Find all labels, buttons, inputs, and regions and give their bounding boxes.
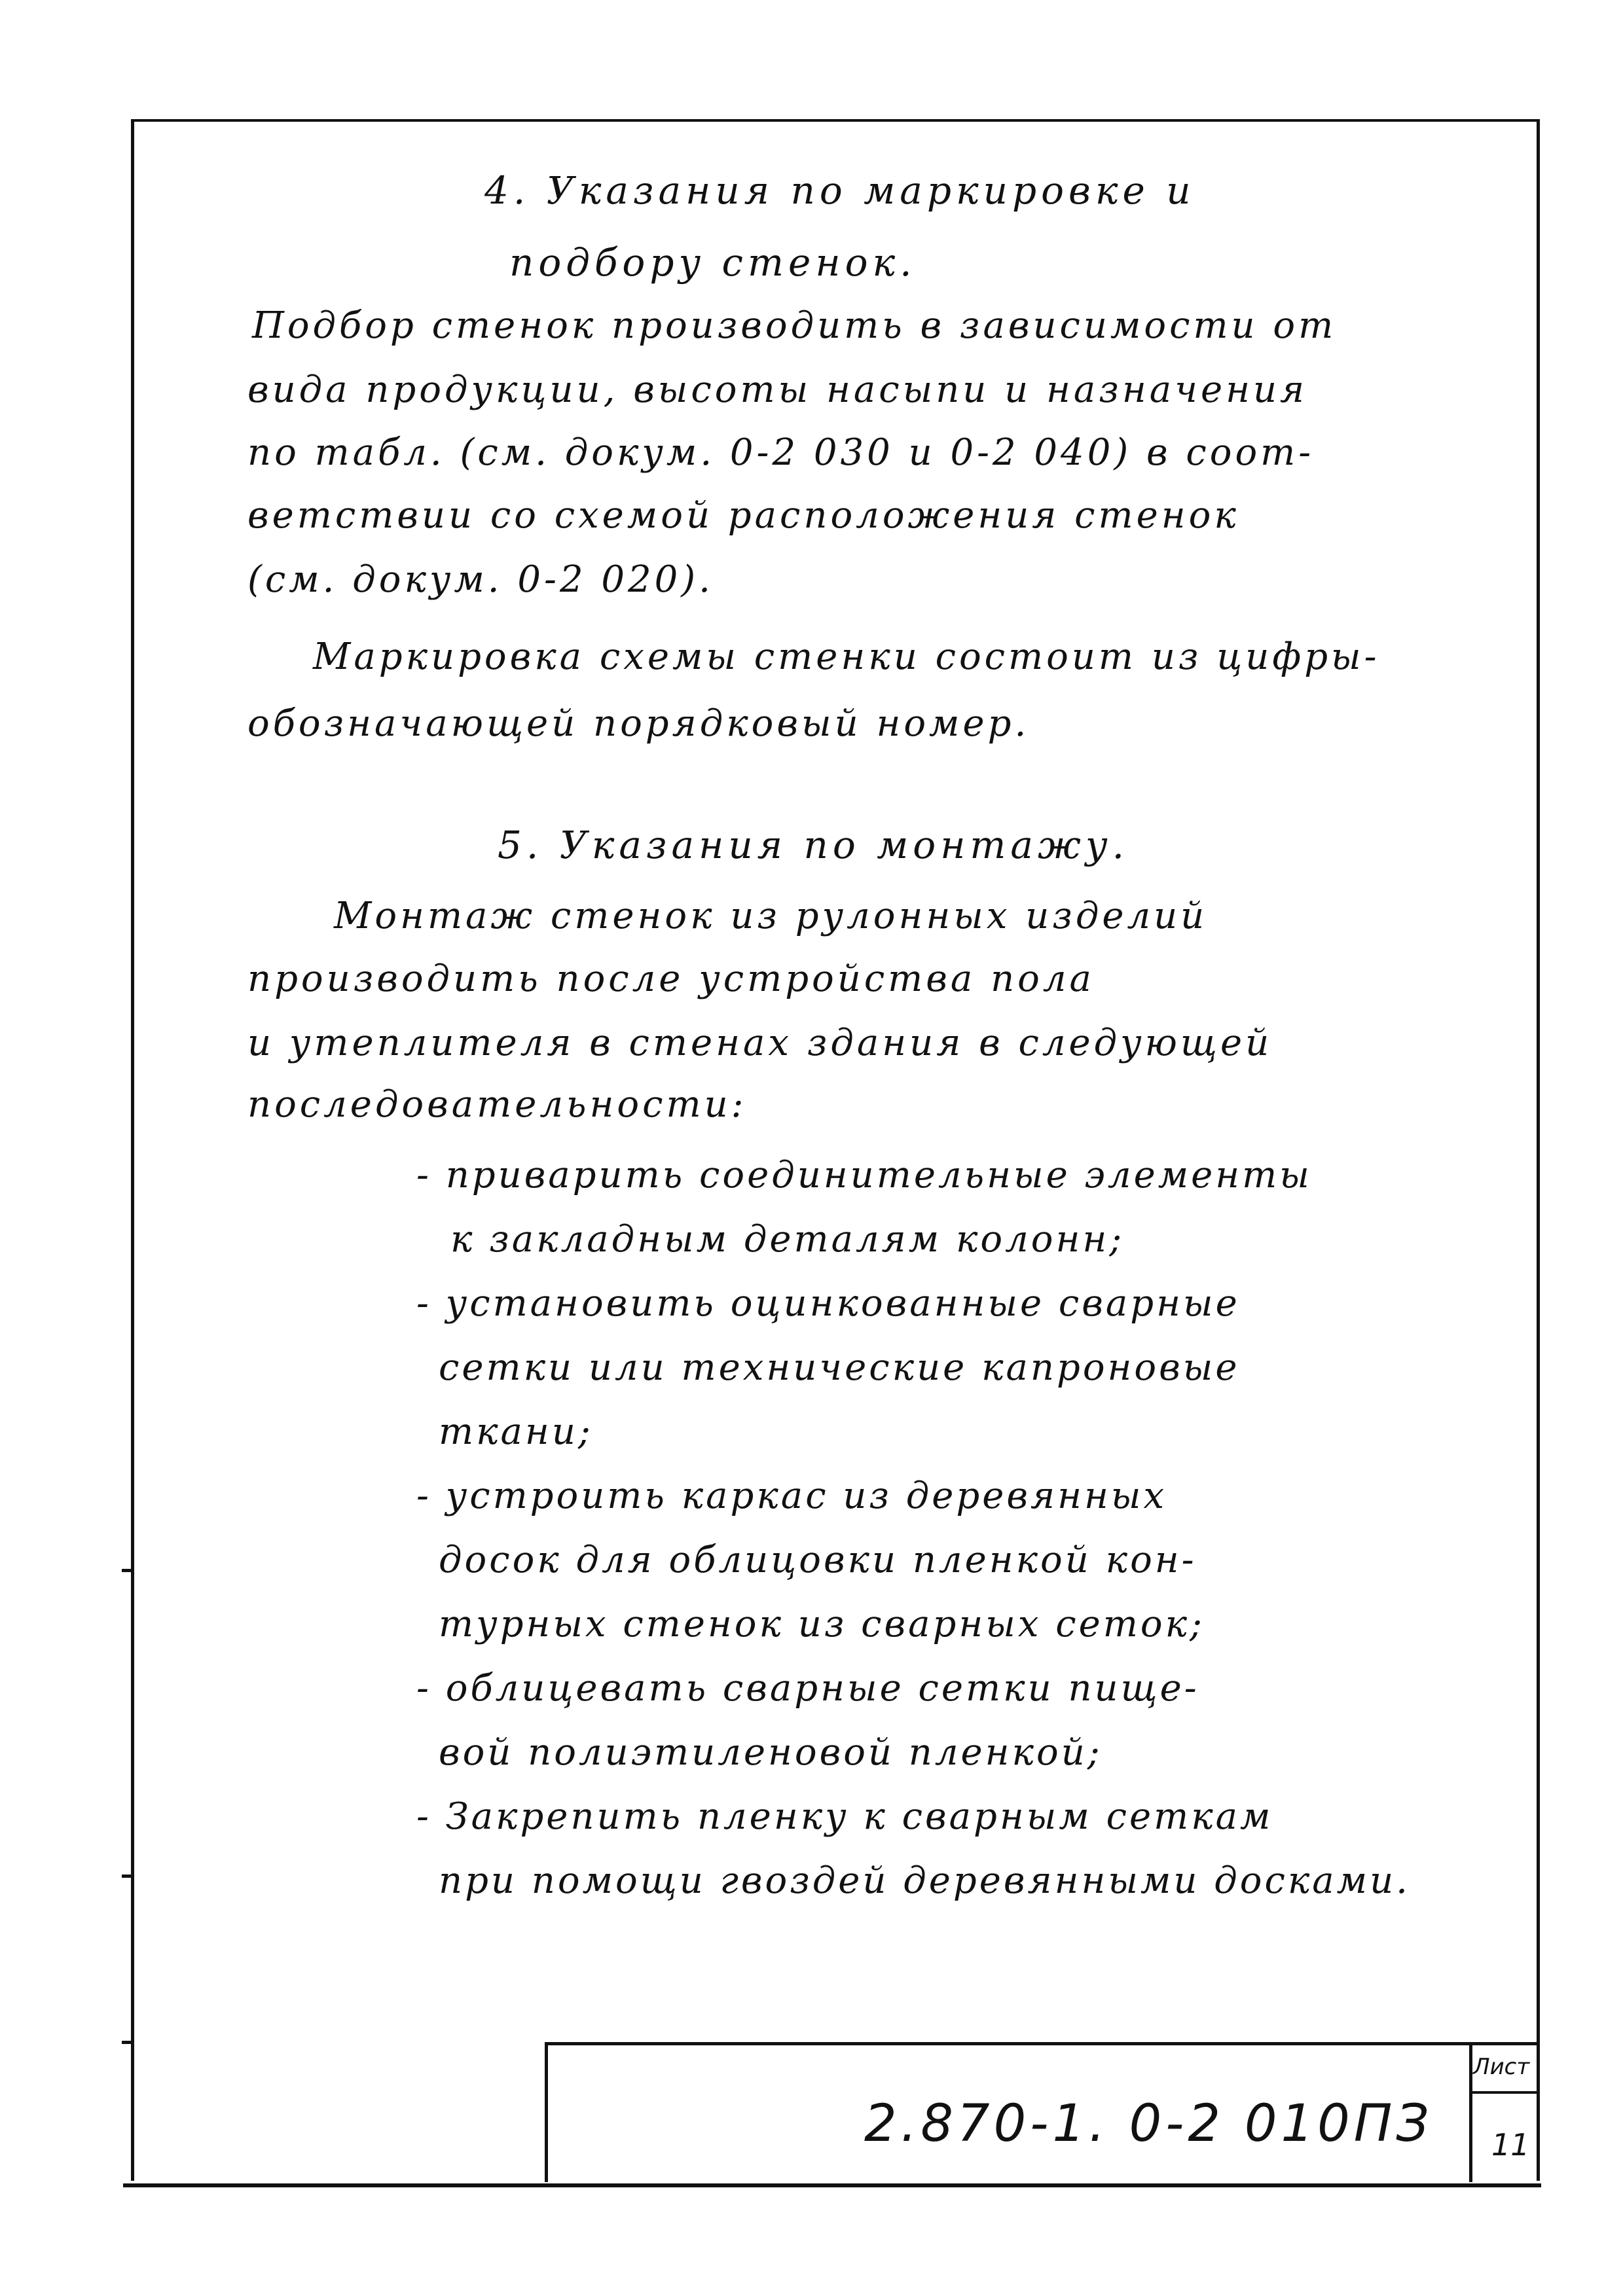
binding-mark (122, 1874, 131, 1878)
section5-heading: 5. Указания по монтажу. (498, 823, 1129, 867)
list-item: - приварить соединительные элементы (416, 1154, 1312, 1196)
list-item-cont: турных стенок из сварных сеток; (439, 1603, 1205, 1645)
list-item-cont: вой полиэтиленовой пленкой; (439, 1731, 1103, 1774)
paragraph-line: ветствии со схемой расположения стенок (247, 494, 1239, 537)
binding-mark (122, 2041, 131, 2044)
list-item: - облицевать сварные сетки пище- (416, 1667, 1199, 1710)
section4-heading: 4. Указания по маркировке и (484, 168, 1195, 213)
binding-mark (122, 1569, 131, 1572)
paragraph-line: обозначающей порядковый номер. (247, 702, 1030, 745)
paragraph-line: последовательности: (247, 1083, 747, 1126)
paragraph-line: Подбор стенок производить в зависимости от (252, 304, 1337, 347)
paragraph-line: по табл. (см. докум. 0-2 030 и 0-2 040) в соот- (247, 431, 1315, 474)
list-item-cont: при помощи гвоздей деревянными досками. (439, 1859, 1410, 1902)
list-item-cont: сетки или технические капроновые (439, 1346, 1240, 1389)
list-item: - установить оцинкованные сварные (416, 1282, 1240, 1325)
title-block-divider (1469, 2042, 1472, 2182)
sheet-cell-divider (1469, 2091, 1540, 2094)
list-item: - Закрепить пленку к сварным сеткам (416, 1795, 1273, 1838)
paragraph-line: вида продукции, высоты насыпи и назначения (247, 368, 1308, 411)
sheet-number: 11 (1491, 2127, 1530, 2162)
list-item-cont: ткани; (439, 1410, 593, 1453)
list-item: - устроить каркас из деревянных (416, 1475, 1167, 1517)
list-item-cont: досок для облицовки пленкой кон- (439, 1539, 1197, 1581)
paragraph-line: (см. докум. 0-2 020). (247, 558, 714, 601)
list-item-cont: к закладным деталям колонн; (450, 1218, 1125, 1261)
section4-heading-cont: подбору стенок. (509, 240, 917, 285)
paragraph-line: производить после устройства пола (247, 958, 1095, 1000)
paragraph-line: Монтаж стенок из рулонных изделий (334, 895, 1208, 937)
paragraph-line: Маркировка схемы стенки состоит из цифры- (313, 636, 1380, 678)
sheet-label: Лист (1473, 2054, 1530, 2080)
frame-bottom-line (123, 2183, 1541, 2187)
document-code: 2.870-1. 0-2 010ПЗ (864, 2094, 1433, 2153)
paragraph-line: и утеплителя в стенах здания в следующей (247, 1022, 1273, 1064)
